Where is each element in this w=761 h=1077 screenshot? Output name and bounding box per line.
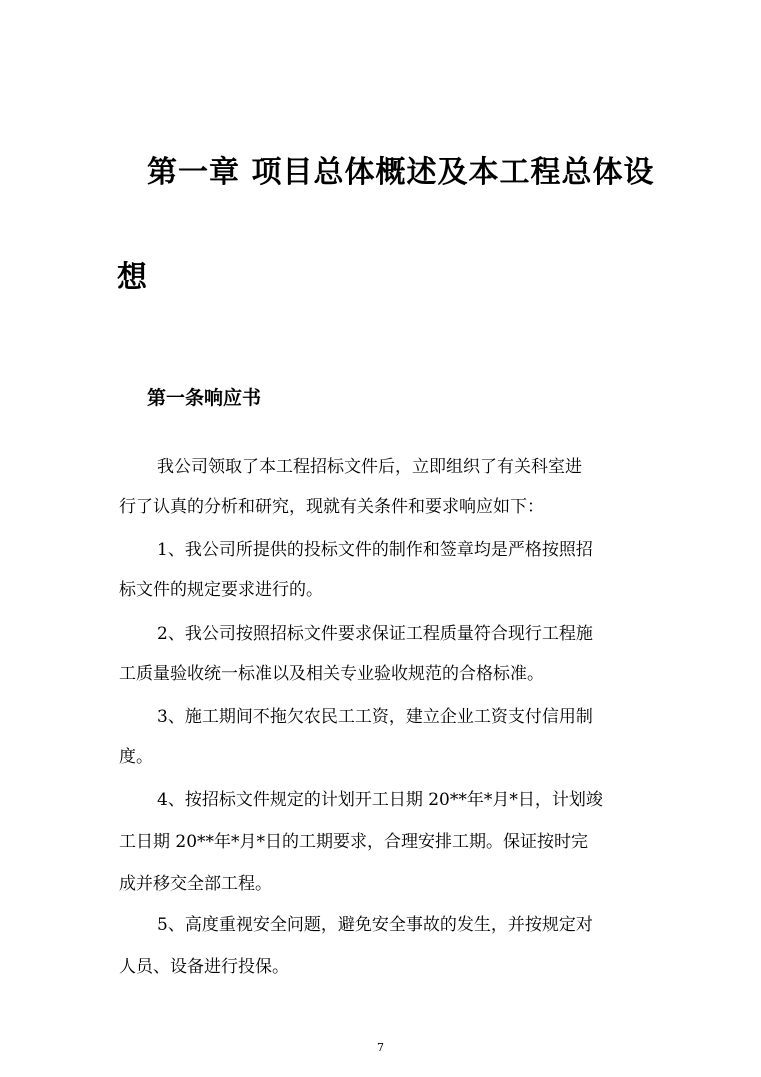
paragraph-6-line-1: 5、高度重视安全问题，避免安全事故的发生，并按规定对 — [157, 915, 593, 935]
paragraph-4-line-2: 度。 — [119, 747, 153, 767]
paragraph-6-line-2: 人员、设备进行投保。 — [119, 957, 289, 977]
section-heading: 第一条响应书 — [147, 387, 262, 409]
paragraph-1-line-2: 行了认真的分析和研究，现就有关条件和要求响应如下： — [119, 497, 544, 517]
paragraph-5-line-1: 4、按招标文件规定的计划开工日期 20**年*月*日，计划竣 — [157, 790, 603, 810]
chapter-title-line-2: 想 — [117, 260, 148, 295]
paragraph-5-line-2: 工日期 20**年*月*日的工期要求，合理安排工期。保证按时完 — [119, 832, 589, 852]
chapter-title-line-1: 第一章 项目总体概述及本工程总体设 — [147, 155, 655, 190]
paragraph-3-line-1: 2、我公司按照招标文件要求保证工程质量符合现行工程施 — [157, 624, 593, 644]
paragraph-5-line-3: 成并移交全部工程。 — [119, 874, 272, 894]
paragraph-2-line-2: 标文件的规定要求进行的。 — [119, 580, 323, 600]
paragraph-1-line-1: 我公司领取了本工程招标文件后，立即组织了有关科室进 — [157, 457, 582, 477]
page-number: 7 — [377, 1041, 384, 1054]
paragraph-3-line-2: 工质量验收统一标准以及相关专业验收规范的合格标准。 — [119, 664, 544, 684]
paragraph-4-line-1: 3、施工期间不拖欠农民工工资，建立企业工资支付信用制 — [157, 707, 593, 727]
paragraph-2-line-1: 1、我公司所提供的投标文件的制作和签章均是严格按照招 — [157, 540, 593, 560]
